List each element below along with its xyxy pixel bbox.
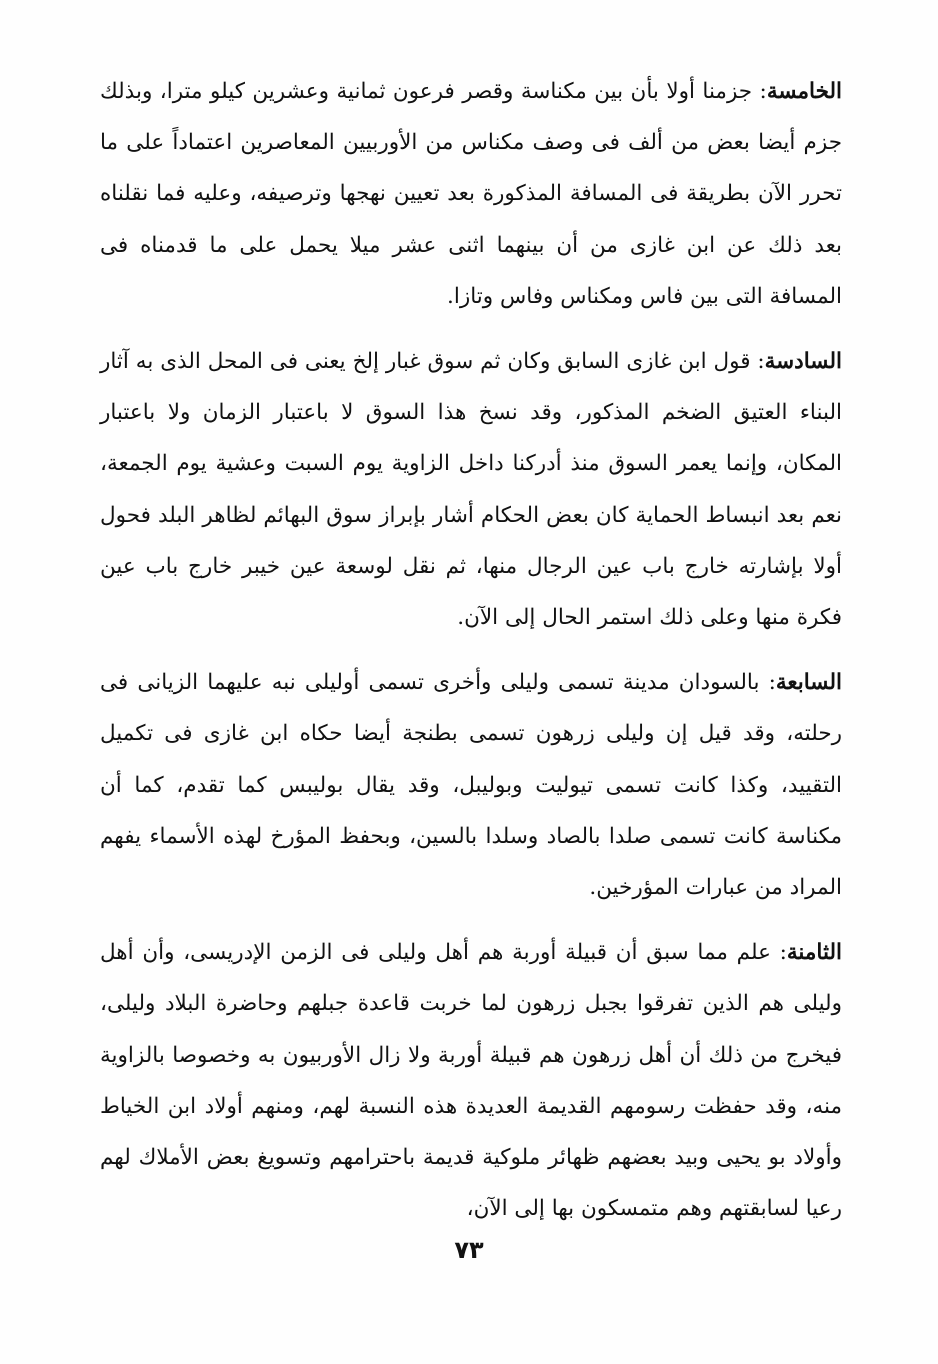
paragraph-body: : بالسودان مدينة تسمى وليلى وأخرى تسمى أوليلى نبه عليهما الزيانى فى رحلته، وقد قيل إن وليلى زرهون تسمى بطنجة أيضا حكاه ابن غازى فى تكميل التقييد، وكذا كانت تسمى تيوليت وبوليبل، وقد يقال بوليبس كما تقدم، كما أن مكناسة كانت تسمى صلدا بالصاد وسلدا بالسين، وبحفظ المؤرخ لهذه الأسماء يفهم المراد من عبارات المؤرخين. xyxy=(100,670,842,901)
paragraph-body: : قول ابن غازى السابق وكان ثم سوق غبار إلخ يعنى فى المحل الذى به آثار البناء العتيق الضخم المذكور، وقد نسخ هذا السوق لا باعتبار الزمان ولا باعتبار المكان، وإنما يعمر السوق منذ أدركنا داخل الزاوية يوم السبت وعشية يوم الجمعة، نعم بعد انبساط الحماية كان بعض الحكام أشار بإبراز سوق البهائم لظاهر البلد فحول أولا بإشارته خارج باب عين الرجال منها، ثم نقل لوسعة عين خيبر خارج باب عين فكرة منها وعلى ذلك استمر الحال إلى الآن. xyxy=(100,349,842,631)
paragraph-eighth xyxy=(100,927,842,1234)
paragraph-label: الخامسة xyxy=(766,79,842,104)
paragraph-body: : علم مما سبق أن قبيلة أوربة هم أهل وليلى فى الزمن الإدريسى، وأن أهل وليلى هم الذين تفرقوا بجبل زرهون لما خربت قاعدة جبلهم وحاضرة البلاد وليلى، فيخرج من ذلك أن أهل زرهون هم قبيلة أوربة ولا زال الأوربيون به وخصوصا بالزاوية منه، وقد حفظت رسومهم القديمة العديدة هذه النسبة لهم، ومنهم أولاد ابن الخياط وأولاد بو يحيى وبيد بعضهم ظهائر ملوكية قديمة باحترامهم وتسويغ بعض الأملاك لهم رعيا لسابقتهم وهم متمسكون بها إلى الآن، xyxy=(100,940,842,1222)
paragraph-sixth xyxy=(100,336,842,643)
paragraph-body: : جزمنا أولا بأن بين مكناسة وقصر فرعون ثمانية وعشرين كيلو مترا، وبذلك جزم أيضا بعض من ألف فى وصف مكناس من الأوربيين المعاصرين اعتماداً على ما تحرر الآن بطريقة فى المسافة المذكورة بعد تعيين نهجها وترصيفه، وعليه فما نقلناه بعد ذلك عن ابن غازى من أن بينهما اثنى عشر ميلا يحمل على ما قدمناه فى المسافة التى بين فاس ومكناس وفاس وتازا. xyxy=(100,79,842,309)
paragraph-label: السادسة xyxy=(764,349,842,375)
page-number: ٧٣ xyxy=(454,1236,484,1264)
paragraph-fifth xyxy=(100,66,842,322)
paragraph-label: السابعة xyxy=(775,670,842,696)
paragraph-label: الثامنة xyxy=(786,940,842,966)
paragraph-seventh xyxy=(100,657,842,913)
body-text xyxy=(100,66,842,1248)
